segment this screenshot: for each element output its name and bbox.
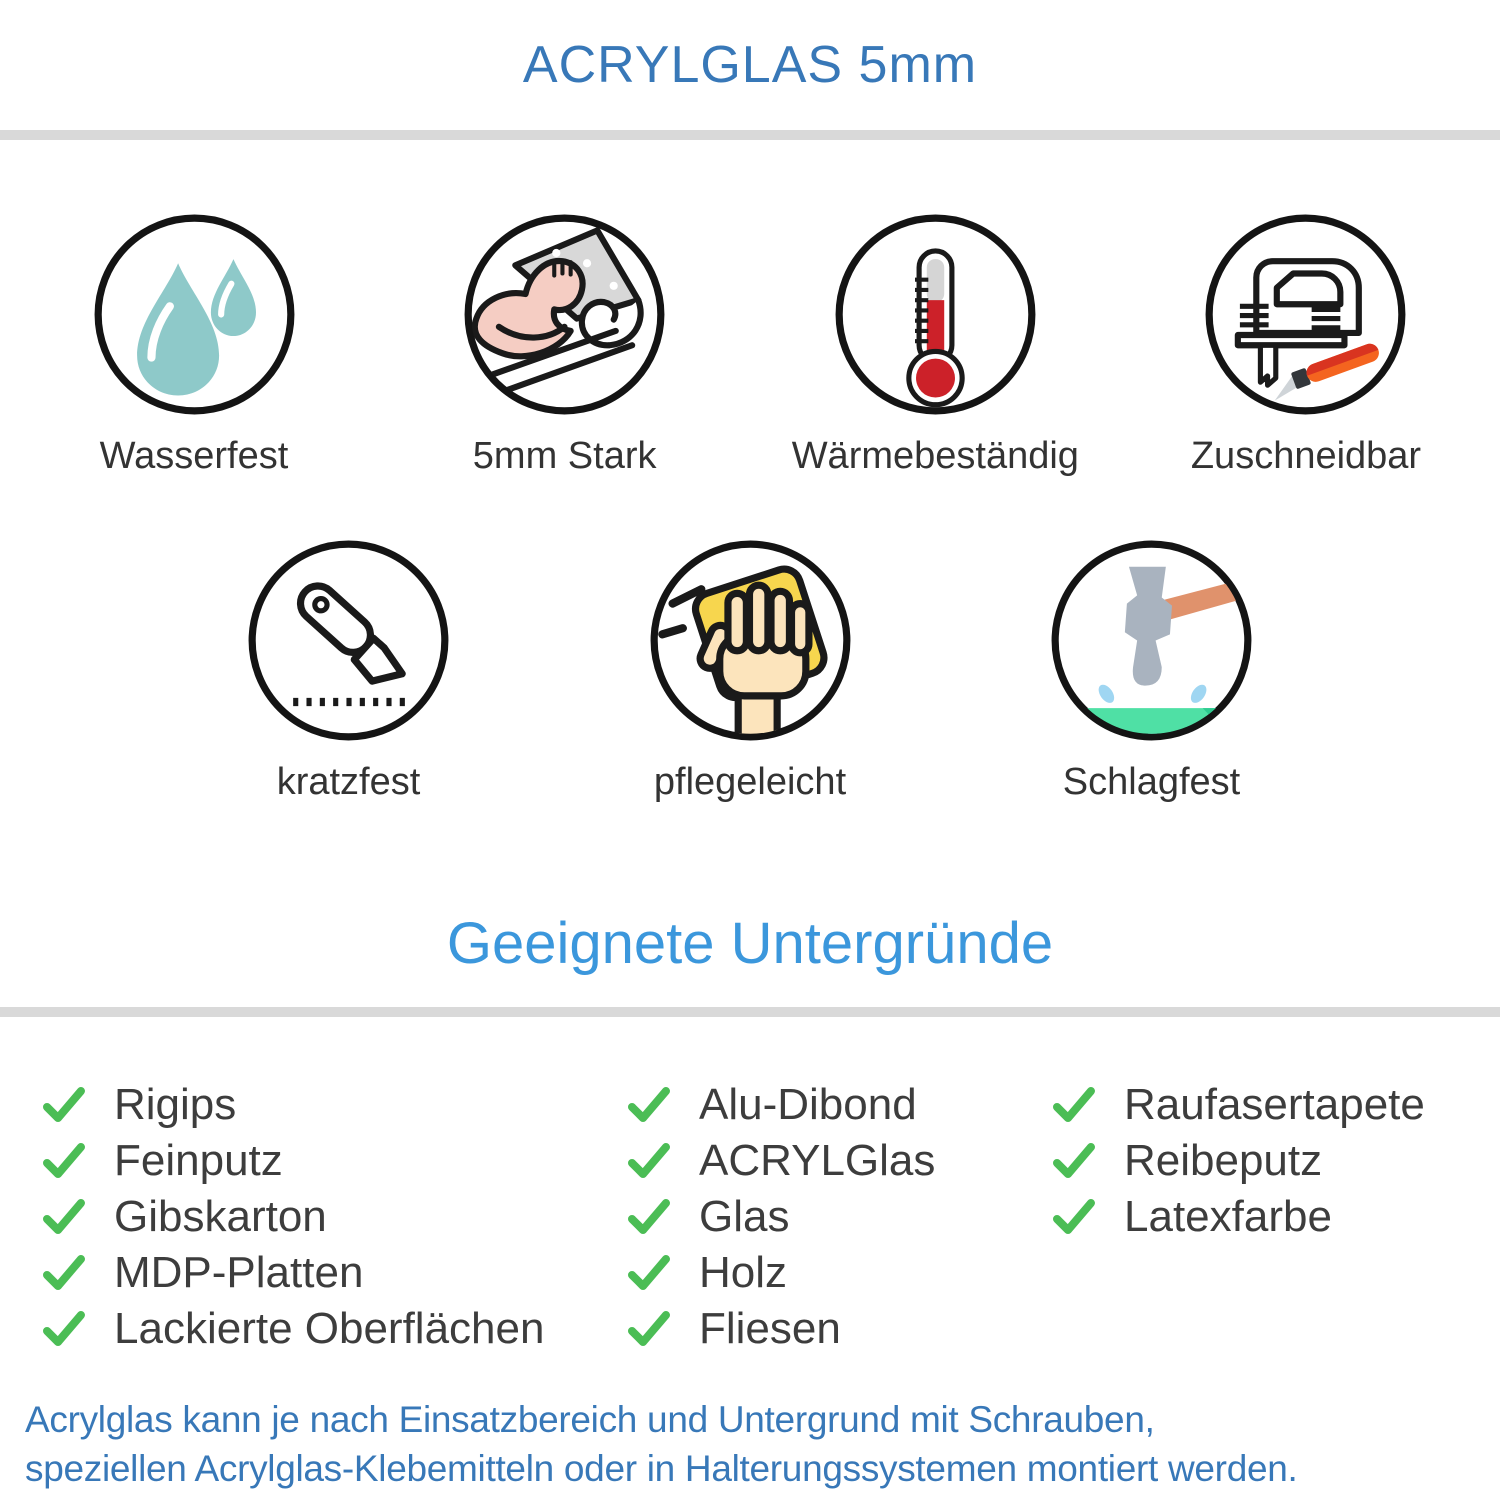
list-item (625, 1133, 1050, 1189)
feature-schlagfest (966, 538, 1338, 804)
substrate-label: Raufasertapete (1124, 1080, 1425, 1129)
feature-label: kratzfest (276, 761, 421, 803)
substrate-label: Glas (699, 1192, 790, 1241)
check-icon (625, 1307, 673, 1351)
features-row-1 (0, 212, 1500, 478)
cleaning-hand-icon (648, 538, 853, 743)
section-heading: Geeignete Untergründe (446, 911, 1054, 976)
feature-label: Schlagfest (1062, 761, 1241, 803)
footnote-line-2: speziellen Acrylglas-Klebemitteln oder in Halterungssystemen montiert werden. (25, 1448, 1298, 1489)
substrate-label: Rigips (114, 1080, 237, 1129)
feature-pflegeleicht (564, 538, 936, 804)
check-icon (1050, 1083, 1098, 1127)
substrates-column-2 (625, 1077, 1050, 1357)
feature-label: Wärmebeständig (791, 435, 1079, 477)
list-item (1050, 1077, 1500, 1133)
check-icon (625, 1139, 673, 1183)
substrate-label: Reibeputz (1124, 1136, 1323, 1185)
substrates-column-1 (40, 1077, 625, 1357)
list-item (625, 1189, 1050, 1245)
feature-wasserfest (18, 212, 370, 478)
list-item (625, 1245, 1050, 1301)
check-icon (1050, 1195, 1098, 1239)
header (0, 0, 1500, 130)
check-icon (40, 1139, 88, 1183)
check-icon (40, 1083, 88, 1127)
footnote-line-1: Acrylglas kann je nach Einsatzbereich und Untergrund mit Schrauben, (25, 1399, 1155, 1440)
substrate-label: Alu-Dibond (699, 1080, 917, 1129)
divider-middle (0, 1007, 1500, 1017)
feature-label: 5mm Stark (472, 435, 657, 477)
substrate-label: Holz (699, 1248, 788, 1297)
substrate-label: Feinputz (114, 1136, 283, 1185)
substrate-label: Lackierte Oberflächen (114, 1304, 545, 1353)
feature-label: Wasserfest (99, 435, 289, 477)
list-item (40, 1077, 625, 1133)
feature-label: pflegeleicht (653, 761, 847, 803)
water-drops-icon (92, 212, 297, 417)
check-icon (625, 1251, 673, 1295)
substrate-label: Latexfarbe (1124, 1192, 1332, 1241)
feature-kratzfest (163, 538, 535, 804)
jigsaw-icon (1203, 212, 1408, 417)
feature-label: Zuschneidbar (1190, 435, 1422, 477)
check-icon (40, 1251, 88, 1295)
substrate-label: Fliesen (699, 1304, 841, 1353)
strength-arm-icon (462, 212, 667, 417)
divider-top (0, 130, 1500, 140)
feature-zuschneidbar (1130, 212, 1482, 478)
list-item (1050, 1133, 1500, 1189)
feature-waermebestaendig (759, 212, 1111, 478)
substrate-label: MDP-Platten (114, 1248, 364, 1297)
substrates-column-3 (1050, 1077, 1500, 1357)
substrate-label: Gibskarton (114, 1192, 327, 1241)
check-icon (1050, 1139, 1098, 1183)
check-icon (625, 1195, 673, 1239)
list-item (40, 1245, 625, 1301)
thermometer-icon (833, 212, 1038, 417)
list-item (1050, 1189, 1500, 1245)
check-icon (40, 1195, 88, 1239)
list-item (40, 1189, 625, 1245)
hammer-icon (1049, 538, 1254, 743)
list-item (40, 1301, 625, 1357)
check-icon (40, 1307, 88, 1351)
list-item (40, 1133, 625, 1189)
feature-5mm-stark (389, 212, 741, 478)
substrates-section (0, 1077, 1500, 1357)
list-item (625, 1077, 1050, 1133)
page-title: ACRYLGLAS 5mm (522, 36, 978, 94)
footnote (25, 1395, 1500, 1493)
substrate-label: ACRYLGlas (699, 1136, 936, 1185)
list-item (625, 1301, 1050, 1357)
features-row-2 (163, 538, 1338, 804)
check-icon (625, 1083, 673, 1127)
utility-knife-icon (246, 538, 451, 743)
